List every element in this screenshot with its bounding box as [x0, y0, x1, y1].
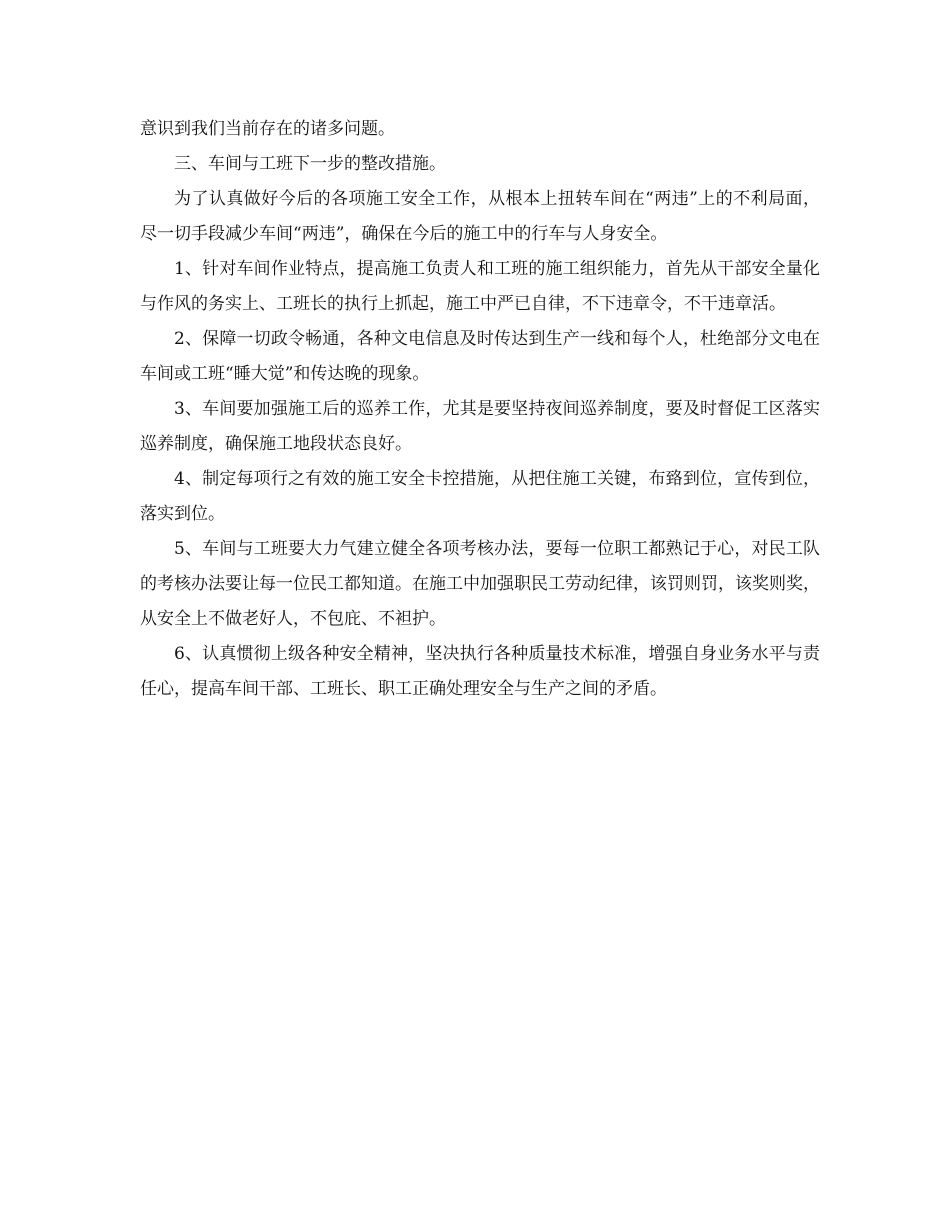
paragraph-intro: 为了认真做好今后的各项施工安全工作，从根本上扭转车间在“两违”上的不利局面，尽一切手段减少车间“两违”，确保在今后的施工中的行车与人身安全。: [140, 189, 820, 244]
paragraph-item-1: 1、针对车间作业特点，提高施工负责人和工班的施工组织能力，首先从干部安全量化与作风的务实上、工班长的执行上抓起，施工中严已自律，不下违章令，不干违章活。: [140, 259, 820, 314]
paragraph-item-3: 3、车间要加强施工后的巡养工作，尤其是要坚持夜间巡养制度，要及时督促工区落实巡养制度，确保施工地段状态良好。: [140, 399, 820, 454]
section-heading: 三、车间与工班下一步的整改措施。: [174, 154, 446, 174]
paragraph-item-4: 4、制定每项行之有效的施工安全卡控措施，从把住施工关键，布臵到位，宣传到位，落实到位。: [140, 469, 820, 524]
paragraph-item-5: 5、车间与工班要大力气建立健全各项考核办法，要每一位职工都熟记于心，对民工队的考核办法要让每一位民工都知道。在施工中加强职民工劳动纪律，该罚则罚，该奖则奖，从安全上不做老好人，不包庇、不袒护。: [140, 539, 820, 629]
paragraph-item-2: 2、保障一切政令畅通，各种文电信息及时传达到生产一线和每个人，杜绝部分文电在车间或工班“睡大觉”和传达晚的现象。: [140, 329, 820, 384]
document-body: [140, 112, 820, 707]
paragraph-item-6: 6、认真惯彻上级各种安全精神，坚决执行各种质量技术标准，增强自身业务水平与责任心，提高车间干部、工班长、职工正确处理安全与生产之间的矛盾。: [140, 644, 820, 699]
paragraph-continuation: 意识到我们当前存在的诸多问题。: [140, 119, 395, 139]
